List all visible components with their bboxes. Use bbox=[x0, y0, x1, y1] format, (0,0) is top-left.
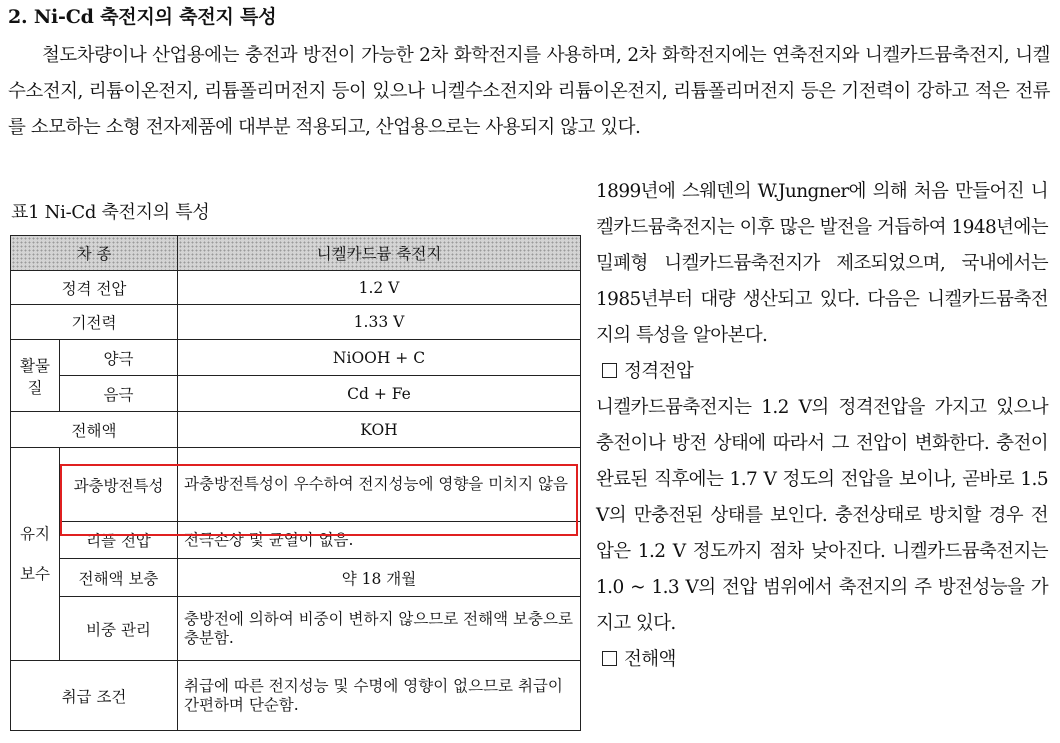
maintenance-item-label: 전해액 보충 bbox=[60, 559, 178, 597]
positive-value: NiOOH + C bbox=[178, 340, 581, 376]
maintenance-item-value: 전극손상 및 균열이 없음. bbox=[178, 522, 581, 559]
table-row bbox=[11, 340, 581, 376]
table-row bbox=[11, 661, 581, 731]
rated-voltage-paragraph: 니켈카드뮴축전지는 1.2 V의 정격전압을 가지고 있으나 충전이나 방전 상태에 따라서 그 전압이 변화한다. 충전이 완료된 직후에는 1.7 V 정도의 전압을 보이나, 곧바로 1.5 V의 만충전된 상태를 보인다. 충전상태로 방치할 경우 전압은 1.2 V 정도까지 점차 낮아진다. 니켈카드뮴축전지는 1.0 ~ 1.3 V의 전압 범위에서 축전지의 주 방전성능을 가지고 있다. bbox=[596, 397, 1048, 634]
rated-voltage-label: 정격 전압 bbox=[11, 271, 178, 305]
table-row bbox=[11, 376, 581, 412]
subheading-label: 전해액 bbox=[624, 649, 676, 670]
negative-label: 음극 bbox=[60, 376, 178, 412]
spec-table bbox=[10, 235, 581, 731]
history-paragraph: 1899년에 스웨덴의 W.Jungner에 의해 처음 만들어진 니켈카드뮴축전지는 이후 많은 발전을 거듭하여 1948년에는 밀폐형 니켈카드뮴축전지가 제조되었으며, 국내에서는 1985년부터 대량 생산되고 있다. 다음은 니켈카드뮴축전지의 특성을 알아본다. bbox=[596, 181, 1048, 346]
table-row bbox=[11, 412, 581, 448]
subheading-electrolyte bbox=[596, 642, 1048, 678]
checkbox-icon bbox=[602, 363, 617, 378]
table-row bbox=[11, 305, 581, 340]
handling-label: 취급 조건 bbox=[11, 661, 178, 731]
header-nicd: 니켈카드뮴 축전지 bbox=[178, 236, 581, 271]
maintenance-item-label: 과충방전특성 bbox=[60, 448, 178, 522]
electrolyte-label: 전해액 bbox=[11, 412, 178, 448]
maintenance-item-value: 약 18 개월 bbox=[178, 559, 581, 597]
table-row bbox=[11, 522, 581, 559]
section-heading: 2. Ni-Cd 축전지의 축전지 특성 bbox=[8, 6, 277, 28]
maintenance-item-label: 비중 관리 bbox=[60, 597, 178, 661]
maintenance-item-value: 과충방전특성이 우수하여 전지성능에 영향을 미치지 않음 bbox=[178, 448, 581, 522]
table-row bbox=[11, 271, 581, 305]
handling-value: 취급에 따른 전지성능 및 수명에 영향이 없으므로 취급이 간편하며 단순함. bbox=[178, 661, 581, 731]
table-row bbox=[11, 597, 581, 661]
positive-label: 양극 bbox=[60, 340, 178, 376]
emf-value: 1.33 V bbox=[178, 305, 581, 340]
rated-voltage-value: 1.2 V bbox=[178, 271, 581, 305]
maintenance-item-value: 충방전에 의하여 비중이 변하지 않으므로 전해액 보충으로 충분함. bbox=[178, 597, 581, 661]
active-material-label: 활물질 bbox=[11, 340, 60, 412]
intro-paragraph: 철도차량이나 산업용에는 충전과 방전이 가능한 2차 화학전지를 사용하며, 2차 화학전지에는 연축전지와 니켈카드뮴축전지, 니켈수소전지, 리튬이온전지, 리튬폴리머전지 등이 있으나 니켈수소전지와 리튬이온전지, 리튬폴리머전지 등은 기전력이 강하고 적은 전류를 소모하는 소형 전자제품에 대부분 적용되고, 산업용으로는 사용되지 않고 있다. bbox=[8, 45, 1050, 138]
checkbox-icon bbox=[602, 651, 617, 666]
emf-label: 기전력 bbox=[11, 305, 178, 340]
subheading-rated-voltage bbox=[596, 354, 1048, 390]
table-row bbox=[11, 559, 581, 597]
right-column bbox=[596, 174, 1048, 678]
negative-value: Cd + Fe bbox=[178, 376, 581, 412]
maintenance-label: 유지 보수 bbox=[11, 448, 60, 661]
header-type: 차 종 bbox=[11, 236, 178, 271]
subheading-label: 정격전압 bbox=[624, 361, 694, 382]
table-row bbox=[11, 448, 581, 522]
table-caption: 표1 Ni-Cd 축전지의 특성 bbox=[11, 202, 210, 223]
maintenance-item-label: 리플 전압 bbox=[60, 522, 178, 559]
table-header-row bbox=[11, 236, 581, 271]
electrolyte-value: KOH bbox=[178, 412, 581, 448]
